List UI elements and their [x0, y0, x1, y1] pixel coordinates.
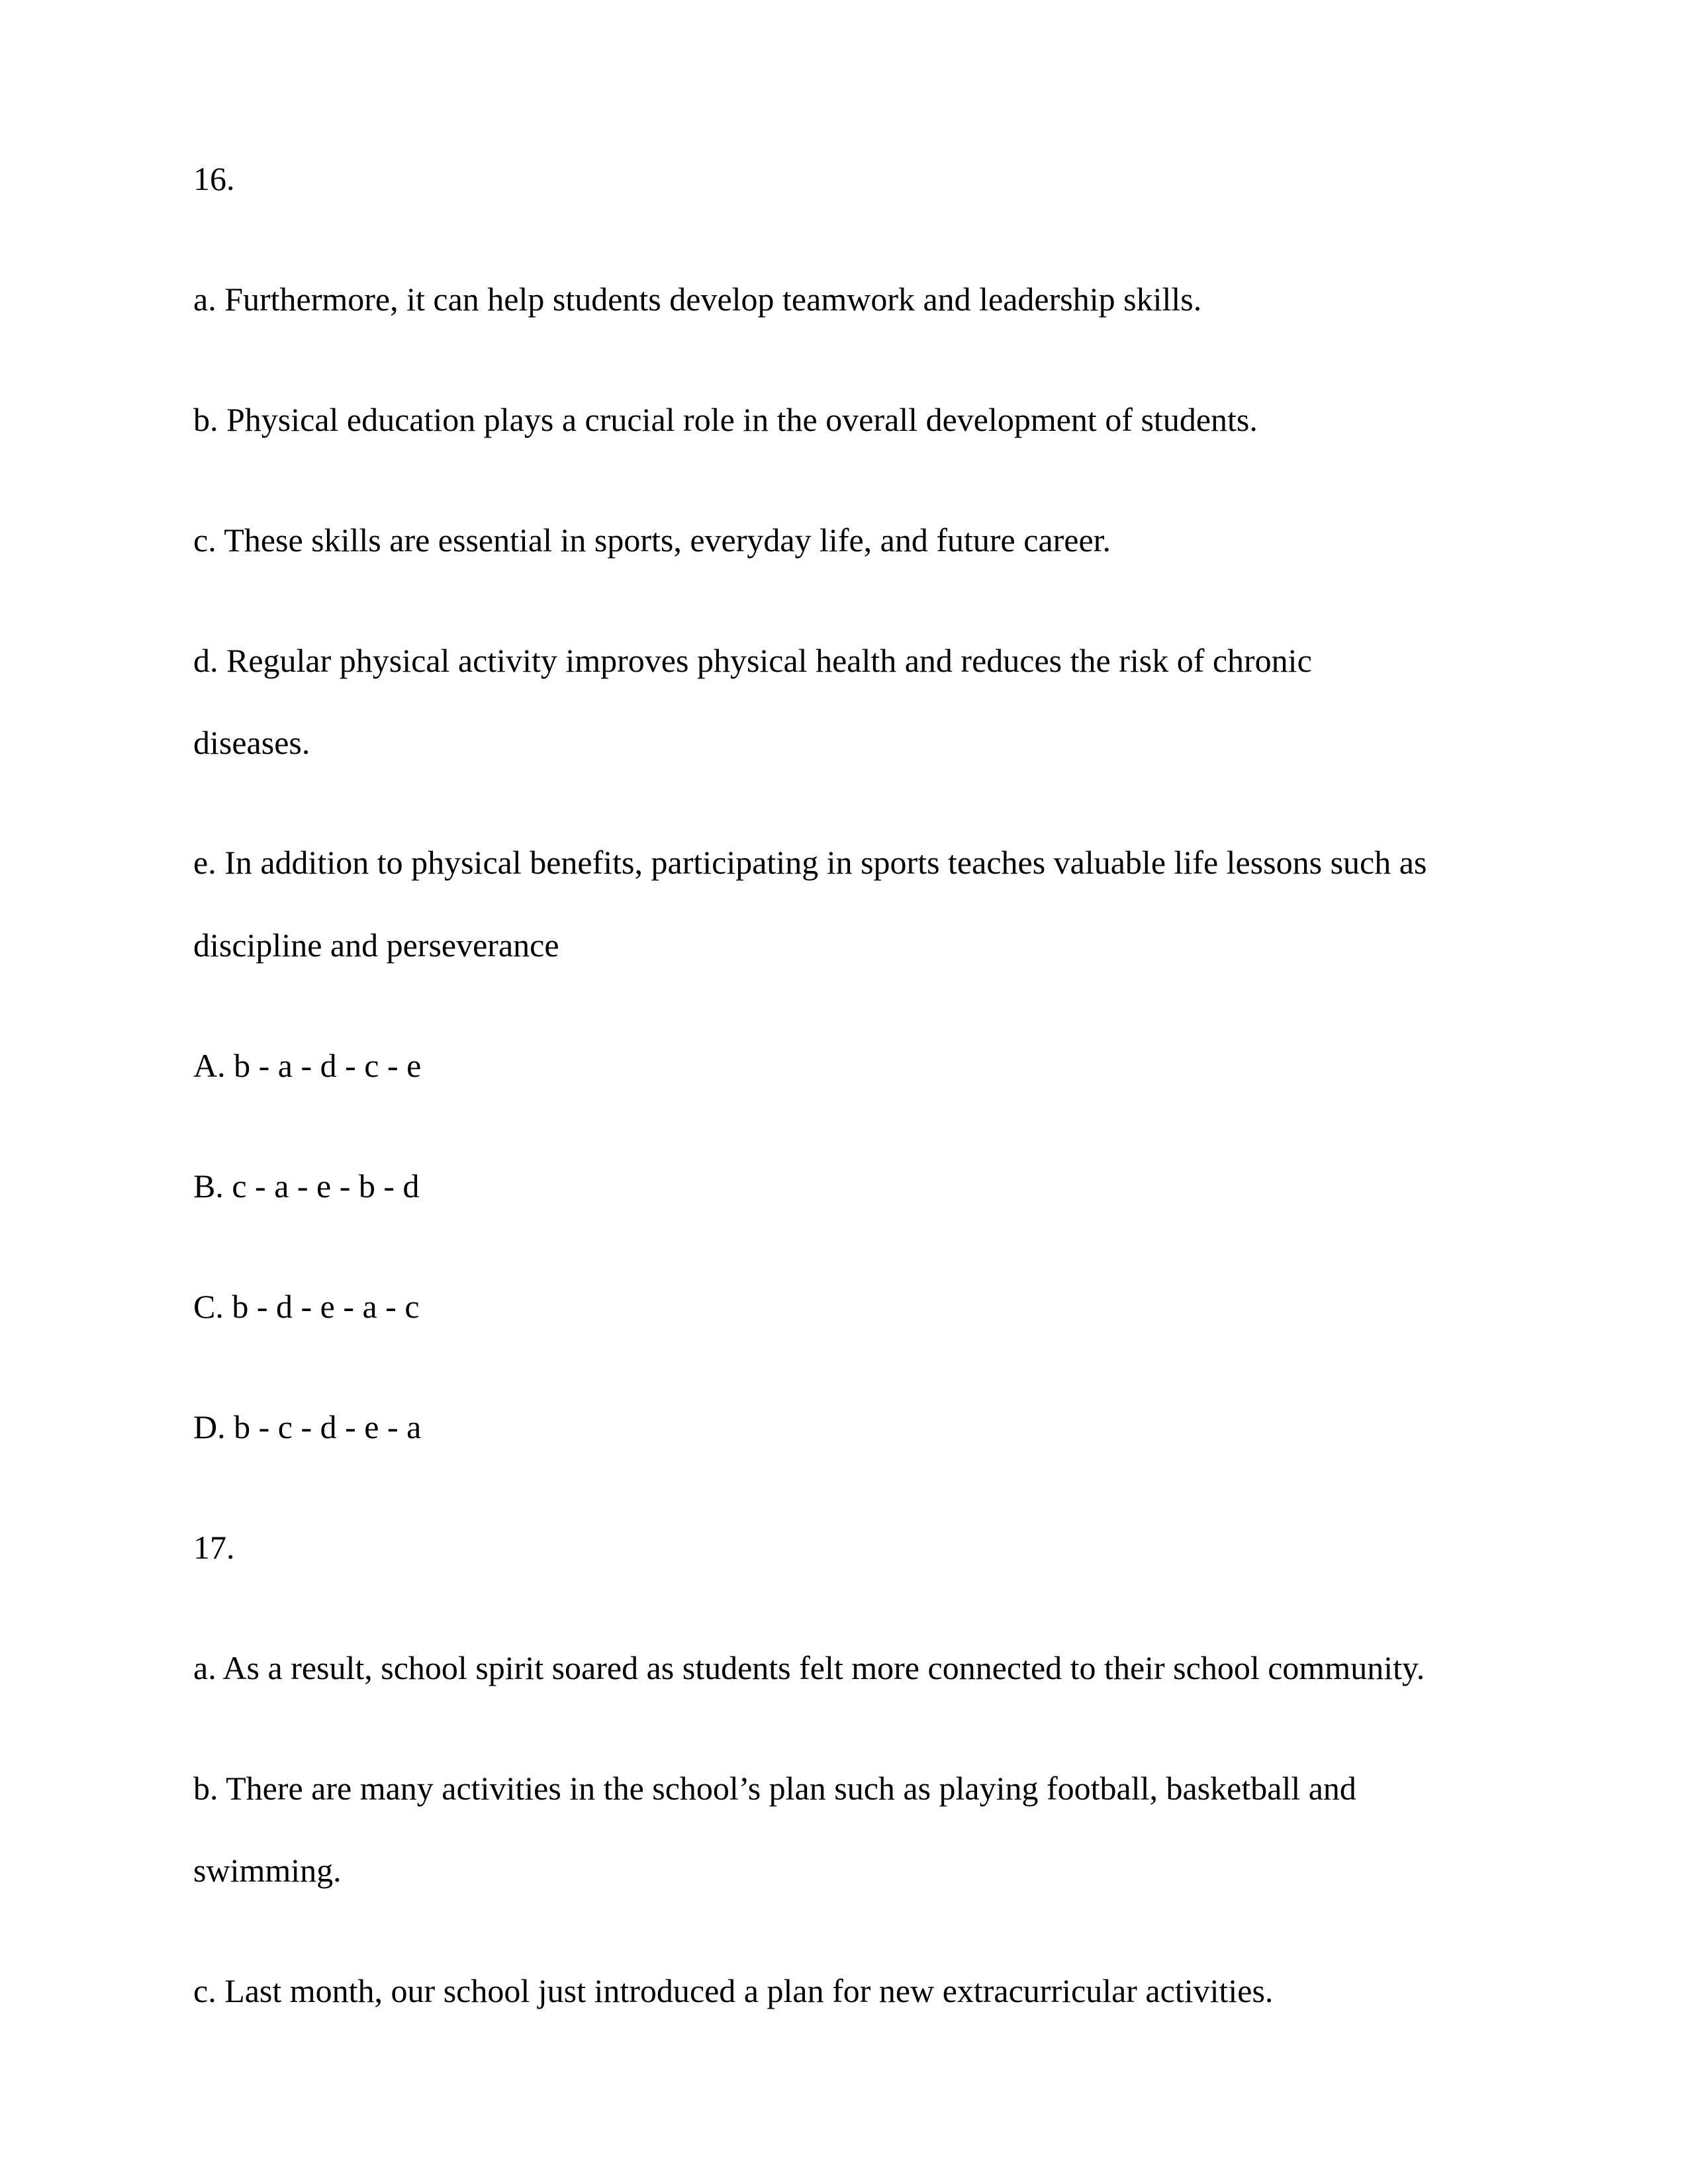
- question-number: 16.: [193, 160, 235, 197]
- option-a: A. b - a - d - c - e: [193, 1047, 422, 1084]
- sentence-e-line-2: discipline and perseverance: [193, 927, 559, 964]
- question-number: 17.: [193, 1529, 235, 1566]
- sentence-a: a. Furthermore, it can help students develop teamwork and leadership skills.: [193, 281, 1202, 318]
- option-b: B. c - a - e - b - d: [193, 1167, 420, 1205]
- sentence-d-line-2: diseases.: [193, 724, 310, 761]
- sentence-d-line-1: d. Regular physical activity improves physical health and reduces the risk of chronic: [193, 642, 1312, 679]
- sentence-c: c. Last month, our school just introduced a plan for new extracurricular activities.: [193, 1972, 1274, 2009]
- sentence-e-line-1: e. In addition to physical benefits, participating in sports teaches valuable life lessons such as: [193, 844, 1427, 881]
- sentence-c: c. These skills are essential in sports, everyday life, and future career.: [193, 522, 1111, 559]
- sentence-b-line-2: swimming.: [193, 1852, 342, 1889]
- option-c: C. b - d - e - a - c: [193, 1288, 420, 1325]
- sentence-b-line-1: b. There are many activities in the school’s plan such as playing football, basketball and: [193, 1770, 1356, 1807]
- sentence-a: a. As a result, school spirit soared as students felt more connected to their school community.: [193, 1649, 1425, 1686]
- sentence-b: b. Physical education plays a crucial role in the overall development of students.: [193, 401, 1258, 438]
- option-d: D. b - c - d - e - a: [193, 1408, 422, 1445]
